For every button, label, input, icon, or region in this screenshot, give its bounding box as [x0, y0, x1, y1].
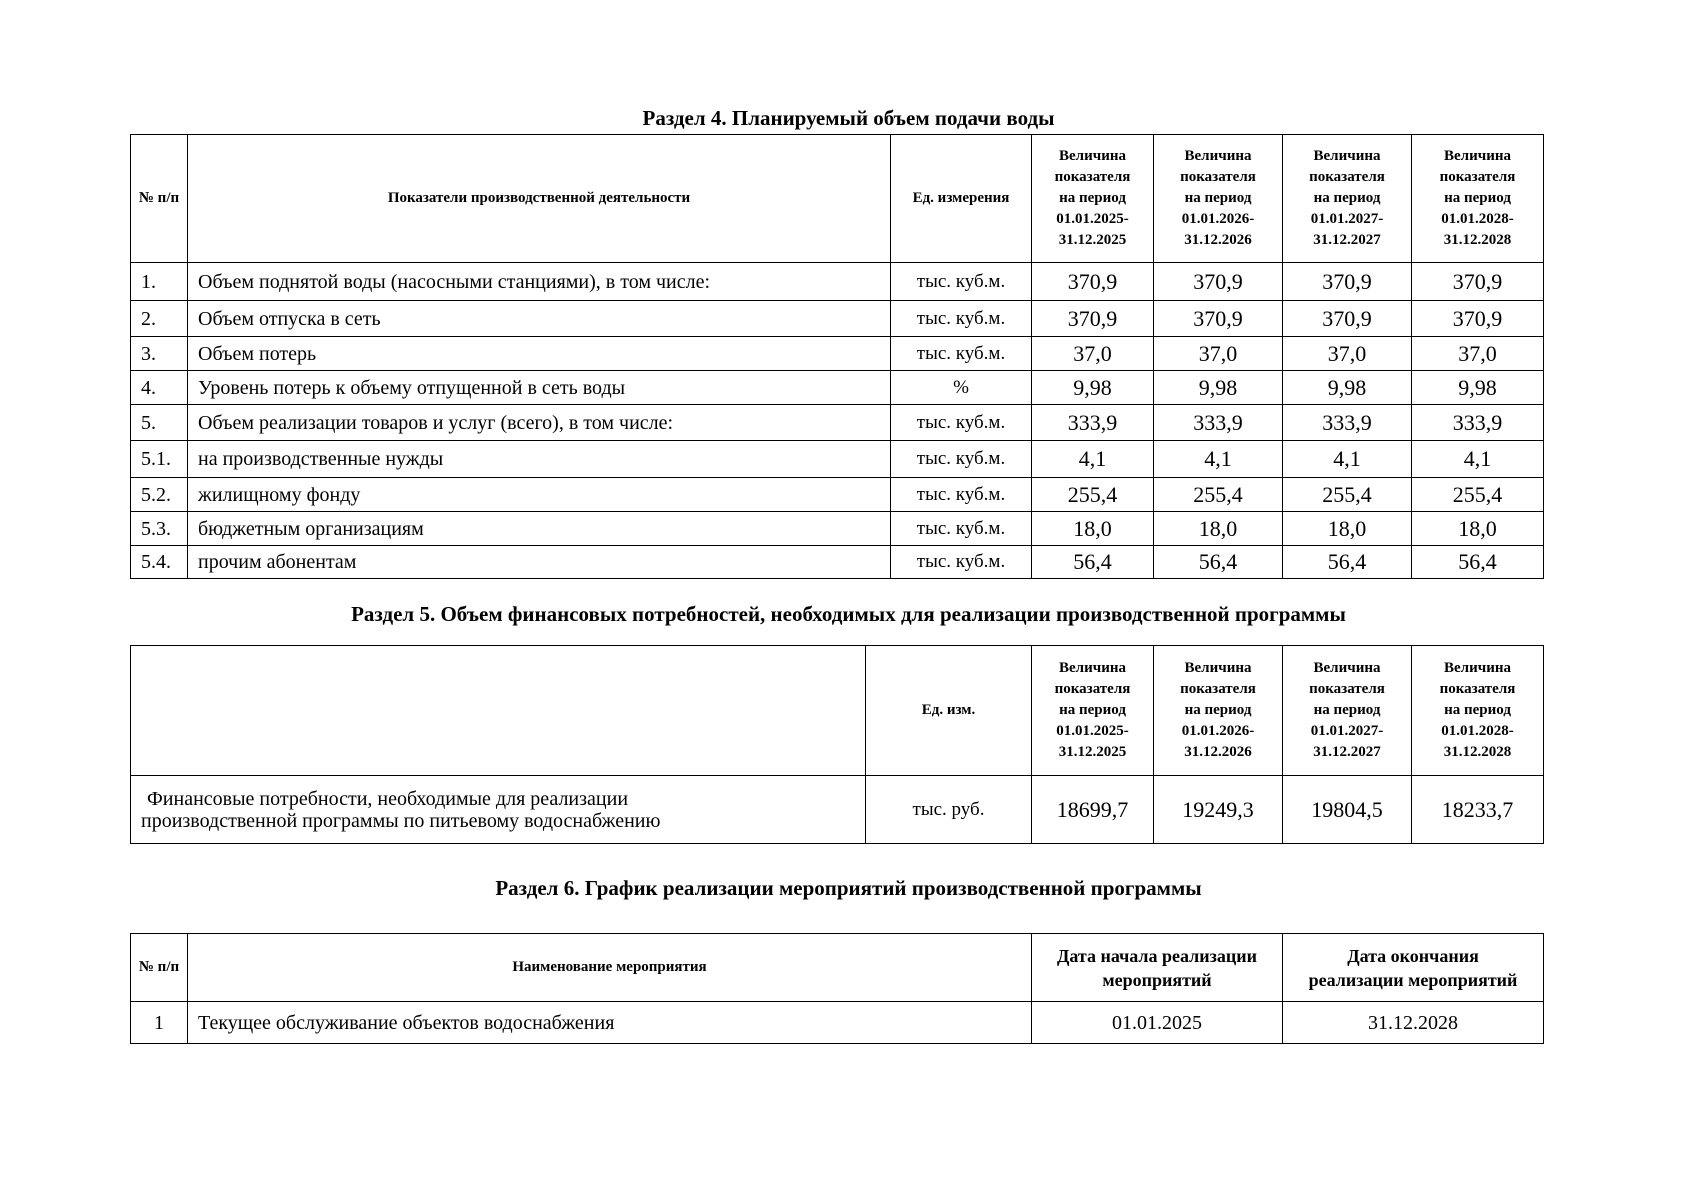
name-header — [131, 646, 866, 776]
period-header-2026: Величина показателя на период 01.01.2026- 31.12.2026 — [1154, 135, 1283, 263]
row-num: 5.4. — [131, 546, 188, 579]
row-value: 19249,3 — [1154, 776, 1283, 844]
section5-title: Раздел 5. Объем финансовых потребностей, необходимых для реализации производственной программы — [351, 602, 1346, 626]
start-date: 01.01.2025 — [1032, 1002, 1283, 1044]
row-value: 4,1 — [1412, 441, 1544, 478]
row-name: Объем реализации товаров и услуг (всего), в том числе: — [188, 405, 891, 441]
section4-title: Раздел 4. Планируемый объем подачи воды — [642, 106, 1055, 130]
table-row — [131, 512, 1544, 546]
row-num: 5.2. — [131, 478, 188, 512]
row-value: 370,9 — [1154, 301, 1283, 337]
row-num: 4. — [131, 371, 188, 405]
row-value: 37,0 — [1032, 337, 1154, 371]
row-value: 255,4 — [1032, 478, 1154, 512]
end-date: 31.12.2028 — [1283, 1002, 1544, 1044]
row-value: 9,98 — [1032, 371, 1154, 405]
section6-title: Раздел 6. График реализации мероприятий производственной программы — [495, 876, 1202, 900]
section6-table — [130, 933, 1544, 1044]
table-row — [131, 405, 1544, 441]
section4-header-row — [131, 135, 1544, 263]
period-header-2028: Величина показателя на период 01.01.2028- 31.12.2028 — [1412, 135, 1544, 263]
num-header: № п/п — [131, 934, 188, 1002]
row-name: на производственные нужды — [188, 441, 891, 478]
section5-table — [130, 645, 1544, 844]
row-name: Объем отпуска в сеть — [188, 301, 891, 337]
row-value: 18,0 — [1032, 512, 1154, 546]
table-row — [131, 337, 1544, 371]
period-header-2025: Величина показателя на период 01.01.2025- 31.12.2025 — [1032, 646, 1154, 776]
row-value: 333,9 — [1154, 405, 1283, 441]
row-value: 333,9 — [1283, 405, 1412, 441]
row-value: 255,4 — [1283, 478, 1412, 512]
table-row — [131, 478, 1544, 512]
row-value: 9,98 — [1283, 371, 1412, 405]
row-value: 333,9 — [1032, 405, 1154, 441]
indicator-header: Показатели производственной деятельности — [188, 135, 891, 263]
row-unit: тыс. куб.м. — [891, 405, 1032, 441]
section6-header-row — [131, 934, 1544, 1002]
row-name: Финансовые потребности, необходимые для реализации производственной программы по питьевому водоснабжению — [131, 776, 866, 844]
table-row — [131, 301, 1544, 337]
row-value: 333,9 — [1412, 405, 1544, 441]
period-header-2027: Величина показателя на период 01.01.2027- 31.12.2027 — [1283, 135, 1412, 263]
row-value: 37,0 — [1283, 337, 1412, 371]
row-value: 18233,7 — [1412, 776, 1544, 844]
period-header-2027: Величина показателя на период 01.01.2027- 31.12.2027 — [1283, 646, 1412, 776]
row-value: 370,9 — [1032, 263, 1154, 301]
table-row — [131, 441, 1544, 478]
row-name: жилищному фонду — [188, 478, 891, 512]
row-value: 9,98 — [1412, 371, 1544, 405]
row-value: 370,9 — [1154, 263, 1283, 301]
row-unit: тыс. куб.м. — [891, 337, 1032, 371]
row-num: 5.1. — [131, 441, 188, 478]
row-num: 1 — [131, 1002, 188, 1044]
row-value: 18699,7 — [1032, 776, 1154, 844]
table-row — [131, 371, 1544, 405]
period-header-2026: Величина показателя на период 01.01.2026- 31.12.2026 — [1154, 646, 1283, 776]
row-unit: тыс. куб.м. — [891, 263, 1032, 301]
row-unit: % — [891, 371, 1032, 405]
row-value: 255,4 — [1154, 478, 1283, 512]
row-unit: тыс. куб.м. — [891, 478, 1032, 512]
row-unit: тыс. куб.м. — [891, 546, 1032, 579]
period-header-2028: Величина показателя на период 01.01.2028- 31.12.2028 — [1412, 646, 1544, 776]
unit-header: Ед. изм. — [866, 646, 1032, 776]
row-value: 370,9 — [1032, 301, 1154, 337]
row-value: 56,4 — [1283, 546, 1412, 579]
unit-header: Ед. измерения — [891, 135, 1032, 263]
row-value: 56,4 — [1032, 546, 1154, 579]
row-value: 18,0 — [1412, 512, 1544, 546]
row-value: 18,0 — [1154, 512, 1283, 546]
row-value: 37,0 — [1412, 337, 1544, 371]
row-value: 18,0 — [1283, 512, 1412, 546]
row-name: Объем потерь — [188, 337, 891, 371]
row-name: бюджетным организациям — [188, 512, 891, 546]
row-num: 2. — [131, 301, 188, 337]
row-value: 4,1 — [1154, 441, 1283, 478]
table-row — [131, 263, 1544, 301]
row-num: 5.3. — [131, 512, 188, 546]
table-row — [131, 1002, 1544, 1044]
section5-header-row — [131, 646, 1544, 776]
row-num: 5. — [131, 405, 188, 441]
row-name: Текущее обслуживание объектов водоснабжения — [188, 1002, 1032, 1044]
row-value: 370,9 — [1283, 263, 1412, 301]
start-date-header: Дата начала реализации мероприятий — [1032, 934, 1283, 1002]
row-unit: тыс. куб.м. — [891, 512, 1032, 546]
row-value: 255,4 — [1412, 478, 1544, 512]
row-value: 9,98 — [1154, 371, 1283, 405]
row-name: Объем поднятой воды (насосными станциями), в том числе: — [188, 263, 891, 301]
row-value: 370,9 — [1412, 263, 1544, 301]
row-value: 19804,5 — [1283, 776, 1412, 844]
row-value: 4,1 — [1283, 441, 1412, 478]
table-row — [131, 546, 1544, 579]
row-name: прочим абонентам — [188, 546, 891, 579]
row-value: 56,4 — [1154, 546, 1283, 579]
period-header-2025: Величина показателя на период 01.01.2025- 31.12.2025 — [1032, 135, 1154, 263]
row-value: 56,4 — [1412, 546, 1544, 579]
row-value: 370,9 — [1412, 301, 1544, 337]
row-num: 1. — [131, 263, 188, 301]
row-num: 3. — [131, 337, 188, 371]
num-header: № п/п — [131, 135, 188, 263]
row-value: 37,0 — [1154, 337, 1283, 371]
row-unit: тыс. руб. — [866, 776, 1032, 844]
section4-table — [130, 134, 1544, 579]
row-unit: тыс. куб.м. — [891, 301, 1032, 337]
row-value: 370,9 — [1283, 301, 1412, 337]
table-row — [131, 776, 1544, 844]
row-unit: тыс. куб.м. — [891, 441, 1032, 478]
row-value: 4,1 — [1032, 441, 1154, 478]
end-date-header: Дата окончания реализации мероприятий — [1283, 934, 1544, 1002]
event-name-header: Наименование мероприятия — [188, 934, 1032, 1002]
row-name: Уровень потерь к объему отпущенной в сеть воды — [188, 371, 891, 405]
